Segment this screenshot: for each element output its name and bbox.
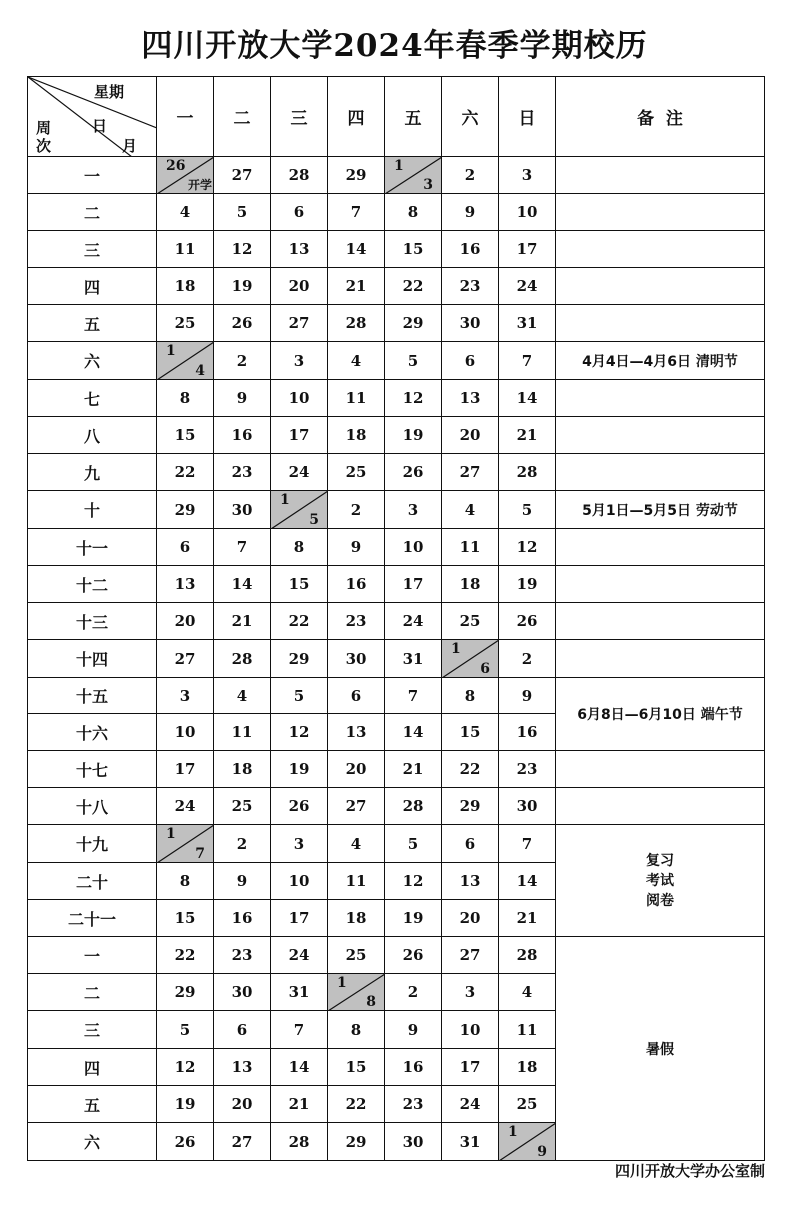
day-cell: 23 (442, 268, 499, 305)
week-number-cell: 十七 (28, 751, 157, 788)
cell-month-number: 5 (309, 512, 319, 528)
week-number-cell: 十一 (28, 529, 157, 566)
cell-day-number: 1 (451, 641, 461, 657)
day-cell: 5 (214, 194, 271, 231)
day-cell: 8 (271, 529, 328, 566)
calendar-table (27, 76, 765, 1161)
day-cell: 21 (214, 603, 271, 640)
day-cell: 17 (271, 417, 328, 454)
day-cell: 5 (499, 491, 556, 529)
day-cell: 12 (385, 380, 442, 417)
day-cell: 12 (157, 1049, 214, 1086)
week-row (28, 678, 765, 714)
cell-month-number: 9 (537, 1144, 547, 1160)
day-cell: 6 (328, 678, 385, 714)
week-number-cell: 三 (28, 231, 157, 268)
day-cell: 3 (157, 678, 214, 714)
cell-day-number: 1 (508, 1124, 518, 1140)
day-cell: 12 (271, 714, 328, 751)
note-cell (556, 305, 765, 342)
day-cell: 17 (385, 566, 442, 603)
day-cell: 13 (271, 231, 328, 268)
day-cell: 28 (271, 1123, 328, 1161)
day-cell: 6 (442, 825, 499, 863)
week-number-cell: 五 (28, 305, 157, 342)
day-cell: 27 (157, 640, 214, 678)
day-cell: 23 (328, 603, 385, 640)
cell-day-number: 1 (166, 826, 176, 842)
day-cell: 7 (499, 342, 556, 380)
header-corner-cell (28, 77, 157, 157)
note-cell (556, 194, 765, 231)
day-cell: 21 (328, 268, 385, 305)
day-cell: 20 (442, 417, 499, 454)
day-cell: 13 (328, 714, 385, 751)
week-number-cell: 四 (28, 268, 157, 305)
day-cell: 29 (157, 974, 214, 1011)
week-number-cell: 八 (28, 417, 157, 454)
day-cell: 15 (157, 417, 214, 454)
week-number-cell: 四 (28, 1049, 157, 1086)
day-cell: 24 (271, 937, 328, 974)
week-number-cell: 二十 (28, 863, 157, 900)
week-row (28, 157, 765, 194)
day-cell: 25 (157, 305, 214, 342)
day-cell: 28 (499, 454, 556, 491)
day-cell: 27 (328, 788, 385, 825)
day-cell: 27 (214, 157, 271, 194)
day-cell: 27 (214, 1123, 271, 1161)
header-weekday: 二 (214, 77, 271, 157)
day-cell: 23 (214, 454, 271, 491)
day-cell: 16 (214, 417, 271, 454)
week-number-cell: 十九 (28, 825, 157, 863)
note-cell (556, 454, 765, 491)
day-cell: 6 (157, 529, 214, 566)
week-row (28, 454, 765, 491)
day-cell: 9 (214, 863, 271, 900)
day-cell: 20 (328, 751, 385, 788)
day-cell: 11 (499, 1011, 556, 1049)
note-cell (556, 640, 765, 678)
week-number-cell: 七 (28, 380, 157, 417)
day-cell: 3 (271, 342, 328, 380)
day-cell: 25 (442, 603, 499, 640)
calendar-body (28, 157, 765, 1161)
day-cell: 2 (214, 825, 271, 863)
day-cell: 8 (328, 1011, 385, 1049)
day-cell: 16 (214, 900, 271, 937)
page-title: 四川开放大学2024年春季学期校历 (141, 28, 648, 64)
note-cell (556, 825, 765, 937)
cell-day-number: 1 (337, 975, 347, 991)
day-cell: 16 (328, 566, 385, 603)
day-cell: 16 (385, 1049, 442, 1086)
note-cell (556, 268, 765, 305)
header-weekday: 一 (157, 77, 214, 157)
day-cell: 4 (328, 825, 385, 863)
day-cell: 14 (214, 566, 271, 603)
day-cell: 24 (385, 603, 442, 640)
day-cell: 28 (328, 305, 385, 342)
day-cell: 12 (499, 529, 556, 566)
day-cell: 31 (271, 974, 328, 1011)
week-row (28, 380, 765, 417)
day-cell: 20 (157, 603, 214, 640)
day-cell: 30 (328, 640, 385, 678)
week-row (28, 788, 765, 825)
day-cell: 26 (385, 454, 442, 491)
day-cell: 28 (214, 640, 271, 678)
day-cell: 11 (442, 529, 499, 566)
day-cell: 16 (499, 714, 556, 751)
cell-day-number: 26 (166, 158, 186, 174)
day-cell: 13 (157, 566, 214, 603)
day-cell: 26 (271, 788, 328, 825)
corner-label-day: 日 (92, 117, 108, 135)
day-cell: 10 (385, 529, 442, 566)
day-cell: 22 (271, 603, 328, 640)
week-number-cell: 二十一 (28, 900, 157, 937)
day-cell: 9 (214, 380, 271, 417)
week-number-cell: 六 (28, 342, 157, 380)
week-number-cell: 二 (28, 194, 157, 231)
week-row (28, 529, 765, 566)
day-cell: 12 (214, 231, 271, 268)
month-start-cell (157, 342, 214, 380)
header-weekday: 日 (499, 77, 556, 157)
note-cell (556, 380, 765, 417)
day-cell: 8 (385, 194, 442, 231)
day-cell: 10 (157, 714, 214, 751)
corner-label-week-1: 周 (36, 119, 52, 137)
day-cell: 26 (157, 1123, 214, 1161)
header-weekday: 四 (328, 77, 385, 157)
week-number-cell: 十四 (28, 640, 157, 678)
day-cell: 25 (328, 937, 385, 974)
cell-month-number: 8 (366, 994, 376, 1010)
day-cell: 18 (214, 751, 271, 788)
day-cell: 29 (328, 157, 385, 194)
day-cell: 4 (328, 342, 385, 380)
cell-month-number: 7 (195, 846, 205, 862)
day-cell: 31 (499, 305, 556, 342)
week-row (28, 342, 765, 380)
day-cell: 20 (271, 268, 328, 305)
cell-month-number: 6 (480, 661, 490, 677)
note-cell (556, 751, 765, 788)
day-cell: 4 (157, 194, 214, 231)
note-cell (556, 231, 765, 268)
day-cell: 30 (442, 305, 499, 342)
day-cell: 3 (499, 157, 556, 194)
day-cell: 27 (442, 937, 499, 974)
header-weekday: 五 (385, 77, 442, 157)
footer-issuer: 四川开放大学办公室制 (614, 1162, 765, 1180)
day-cell: 16 (442, 231, 499, 268)
day-cell: 19 (271, 751, 328, 788)
day-cell: 18 (442, 566, 499, 603)
week-row (28, 231, 765, 268)
week-row (28, 937, 765, 974)
day-cell: 10 (499, 194, 556, 231)
note-text: 复习 考试 阅卷 (646, 852, 674, 909)
day-cell: 9 (442, 194, 499, 231)
day-cell: 3 (385, 491, 442, 529)
day-cell: 5 (157, 1011, 214, 1049)
day-cell: 21 (499, 900, 556, 937)
day-cell: 18 (157, 268, 214, 305)
note-cell: 暑假 (556, 937, 765, 1161)
day-cell: 29 (271, 640, 328, 678)
day-cell: 29 (157, 491, 214, 529)
cell-day-number: 1 (280, 492, 290, 508)
day-cell: 29 (442, 788, 499, 825)
day-cell: 8 (157, 863, 214, 900)
day-cell: 22 (442, 751, 499, 788)
month-start-cell (271, 491, 328, 529)
day-cell: 11 (328, 863, 385, 900)
day-cell: 14 (385, 714, 442, 751)
day-cell: 12 (385, 863, 442, 900)
day-cell: 14 (499, 380, 556, 417)
day-cell: 2 (385, 974, 442, 1011)
day-cell: 15 (157, 900, 214, 937)
day-cell: 22 (157, 454, 214, 491)
day-cell: 8 (442, 678, 499, 714)
day-cell: 23 (385, 1086, 442, 1123)
day-cell: 26 (499, 603, 556, 640)
day-cell: 10 (442, 1011, 499, 1049)
day-cell: 27 (442, 454, 499, 491)
week-row (28, 417, 765, 454)
day-cell: 6 (271, 194, 328, 231)
day-cell: 29 (328, 1123, 385, 1161)
day-cell: 31 (385, 640, 442, 678)
week-number-cell: 十二 (28, 566, 157, 603)
day-cell: 11 (214, 714, 271, 751)
week-row (28, 640, 765, 678)
header-weekday: 六 (442, 77, 499, 157)
day-cell: 9 (385, 1011, 442, 1049)
day-cell: 22 (385, 268, 442, 305)
day-cell: 2 (499, 640, 556, 678)
day-cell: 30 (499, 788, 556, 825)
day-cell: 20 (214, 1086, 271, 1123)
day-cell: 17 (499, 231, 556, 268)
day-cell: 19 (157, 1086, 214, 1123)
day-cell: 21 (385, 751, 442, 788)
month-start-cell (499, 1123, 556, 1161)
day-cell: 4 (442, 491, 499, 529)
week-row (28, 268, 765, 305)
day-cell: 24 (499, 268, 556, 305)
day-cell: 5 (385, 342, 442, 380)
day-cell: 11 (157, 231, 214, 268)
day-cell: 15 (328, 1049, 385, 1086)
week-row (28, 491, 765, 529)
day-cell: 26 (214, 305, 271, 342)
week-row (28, 825, 765, 863)
day-cell: 17 (157, 751, 214, 788)
cell-day-number: 1 (394, 158, 404, 174)
day-cell: 30 (214, 974, 271, 1011)
day-cell: 25 (328, 454, 385, 491)
day-cell: 11 (328, 380, 385, 417)
day-cell: 9 (499, 678, 556, 714)
corner-label-week-2: 次 (36, 137, 52, 155)
day-cell: 7 (385, 678, 442, 714)
day-cell: 25 (499, 1086, 556, 1123)
week-number-cell: 十六 (28, 714, 157, 751)
day-cell: 5 (271, 678, 328, 714)
day-cell: 7 (328, 194, 385, 231)
day-cell: 2 (442, 157, 499, 194)
day-cell: 15 (271, 566, 328, 603)
month-start-cell (157, 157, 214, 194)
day-cell: 18 (499, 1049, 556, 1086)
day-cell: 31 (442, 1123, 499, 1161)
week-number-cell: 十五 (28, 678, 157, 714)
header-row (28, 77, 765, 157)
day-cell: 10 (271, 863, 328, 900)
month-start-cell (385, 157, 442, 194)
day-cell: 2 (214, 342, 271, 380)
day-cell: 28 (385, 788, 442, 825)
day-cell: 24 (271, 454, 328, 491)
day-cell: 10 (271, 380, 328, 417)
note-cell: 5月1日—5月5日 劳动节 (556, 491, 765, 529)
day-cell: 7 (271, 1011, 328, 1049)
header-weekday: 三 (271, 77, 328, 157)
day-cell: 29 (385, 305, 442, 342)
day-cell: 14 (271, 1049, 328, 1086)
week-row (28, 751, 765, 788)
week-number-cell: 五 (28, 1086, 157, 1123)
day-cell: 21 (499, 417, 556, 454)
day-cell: 19 (385, 900, 442, 937)
day-cell: 24 (442, 1086, 499, 1123)
note-cell (556, 566, 765, 603)
note-cell (556, 157, 765, 194)
cell-day-number: 1 (166, 343, 176, 359)
day-cell: 3 (442, 974, 499, 1011)
day-cell: 2 (328, 491, 385, 529)
day-cell: 19 (214, 268, 271, 305)
week-row (28, 194, 765, 231)
week-row (28, 305, 765, 342)
day-cell: 28 (499, 937, 556, 974)
day-cell: 13 (442, 380, 499, 417)
day-cell: 30 (385, 1123, 442, 1161)
day-cell: 13 (214, 1049, 271, 1086)
day-cell: 23 (499, 751, 556, 788)
day-cell: 24 (157, 788, 214, 825)
day-cell: 30 (214, 491, 271, 529)
day-cell: 3 (271, 825, 328, 863)
day-cell: 9 (328, 529, 385, 566)
day-cell: 19 (499, 566, 556, 603)
week-number-cell: 十三 (28, 603, 157, 640)
day-cell: 18 (328, 417, 385, 454)
day-cell: 17 (271, 900, 328, 937)
month-start-cell (157, 825, 214, 863)
month-start-cell (328, 974, 385, 1011)
week-number-cell: 六 (28, 1123, 157, 1161)
day-cell: 28 (271, 157, 328, 194)
note-cell: 6月8日—6月10日 端午节 (556, 678, 765, 751)
cell-month-number: 3 (423, 177, 433, 193)
day-cell: 6 (214, 1011, 271, 1049)
corner-label-weekday: 星期 (94, 83, 125, 101)
cell-event-label: 开学 (187, 178, 212, 192)
day-cell: 19 (385, 417, 442, 454)
week-number-cell: 十 (28, 491, 157, 529)
week-row (28, 603, 765, 640)
day-cell: 4 (214, 678, 271, 714)
note-cell (556, 788, 765, 825)
day-cell: 25 (214, 788, 271, 825)
day-cell: 15 (442, 714, 499, 751)
week-number-cell: 一 (28, 157, 157, 194)
day-cell: 18 (328, 900, 385, 937)
day-cell: 5 (385, 825, 442, 863)
note-cell (556, 529, 765, 566)
day-cell: 15 (385, 231, 442, 268)
day-cell: 8 (157, 380, 214, 417)
week-number-cell: 十八 (28, 788, 157, 825)
day-cell: 20 (442, 900, 499, 937)
day-cell: 26 (385, 937, 442, 974)
week-row (28, 566, 765, 603)
week-number-cell: 九 (28, 454, 157, 491)
day-cell: 17 (442, 1049, 499, 1086)
week-number-cell: 二 (28, 974, 157, 1011)
day-cell: 22 (328, 1086, 385, 1123)
header-notes: 备 注 (556, 77, 765, 157)
day-cell: 4 (499, 974, 556, 1011)
day-cell: 7 (214, 529, 271, 566)
day-cell: 14 (328, 231, 385, 268)
cell-month-number: 4 (195, 363, 205, 379)
note-cell: 4月4日—4月6日 清明节 (556, 342, 765, 380)
week-number-cell: 三 (28, 1011, 157, 1049)
month-start-cell (442, 640, 499, 678)
note-cell (556, 417, 765, 454)
day-cell: 21 (271, 1086, 328, 1123)
day-cell: 23 (214, 937, 271, 974)
corner-label-month: 月 (122, 137, 138, 155)
week-number-cell: 一 (28, 937, 157, 974)
day-cell: 27 (271, 305, 328, 342)
note-cell (556, 603, 765, 640)
day-cell: 7 (499, 825, 556, 863)
day-cell: 22 (157, 937, 214, 974)
day-cell: 14 (499, 863, 556, 900)
day-cell: 6 (442, 342, 499, 380)
day-cell: 13 (442, 863, 499, 900)
